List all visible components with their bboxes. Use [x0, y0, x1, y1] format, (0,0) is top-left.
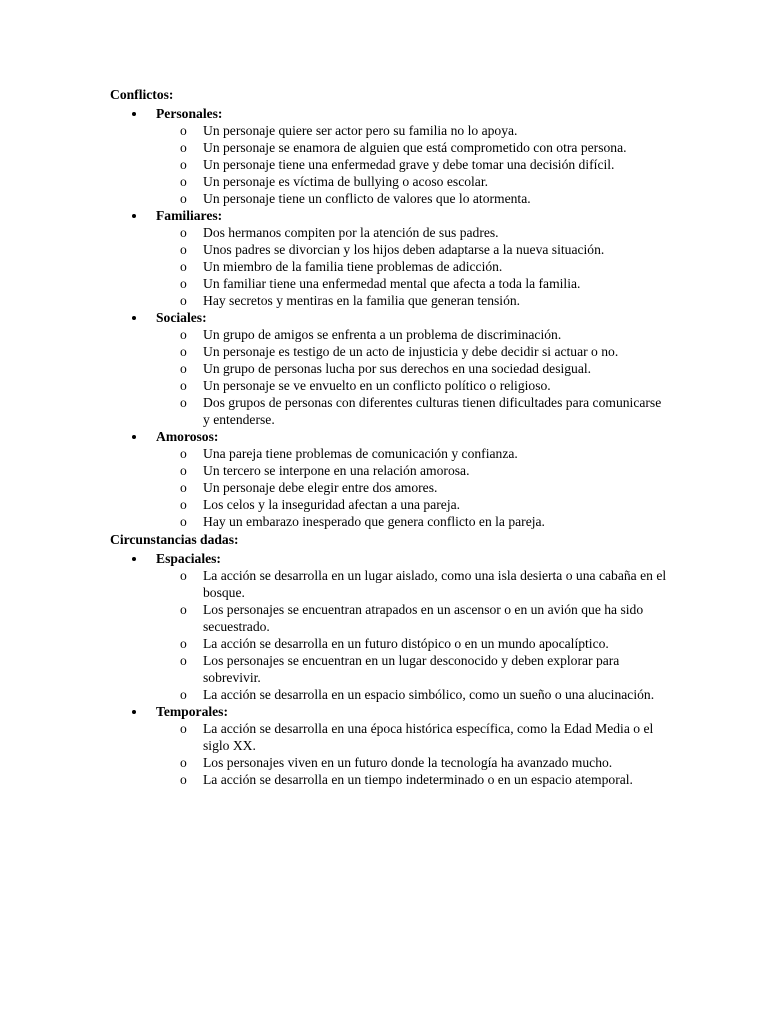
bullet-icon: [131, 105, 137, 122]
sub-bullet-icon: o: [180, 259, 187, 274]
bullet-icon: [131, 703, 137, 720]
sub-bullet-icon: o: [180, 361, 187, 376]
list-item-text: La acción se desarrolla en una época histórica específica, como la Edad Media o el siglo XX.: [203, 721, 654, 753]
list-item: [156, 326, 670, 343]
list-item: [156, 635, 670, 652]
sub-bullet-icon: o: [180, 687, 187, 702]
list-item: [156, 122, 670, 139]
sub-bullet-icon: o: [180, 568, 187, 583]
section-heading-conflictos: Conflictos:: [110, 87, 174, 102]
list-item-text: Un personaje es víctima de bullying o acoso escolar.: [203, 174, 489, 189]
category-label: Sociales:: [156, 310, 207, 325]
sub-bullet-icon: o: [180, 157, 187, 172]
sub-bullet-icon: o: [180, 755, 187, 770]
sub-bullet-icon: o: [180, 327, 187, 342]
list-item-text: Un miembro de la familia tiene problemas de adicción.: [203, 259, 503, 274]
list-item-text: La acción se desarrolla en un lugar aislado, como una isla desierta o una cabaña en el bosque.: [203, 568, 667, 600]
list-item: [156, 686, 670, 703]
conflictos-category-list: [110, 105, 670, 530]
category-espaciales: [110, 550, 670, 703]
list-item: [156, 360, 670, 377]
item-list: [156, 326, 670, 428]
category-label: Familiares:: [156, 208, 223, 223]
list-item: [156, 445, 670, 462]
list-item-text: Dos grupos de personas con diferentes culturas tienen dificultades para comunicarse y entenderse.: [203, 395, 662, 427]
sub-bullet-icon: o: [180, 395, 187, 410]
list-item: [156, 513, 670, 530]
list-item-text: Dos hermanos compiten por la atención de sus padres.: [203, 225, 499, 240]
list-item-text: Hay secretos y mentiras en la familia que generan tensión.: [203, 293, 521, 308]
list-item-text: Los personajes viven en un futuro donde la tecnología ha avanzado mucho.: [203, 755, 613, 770]
sub-bullet-icon: o: [180, 378, 187, 393]
bullet-icon: [131, 309, 137, 326]
list-item: [156, 258, 670, 275]
list-item: [156, 190, 670, 207]
sub-bullet-icon: o: [180, 191, 187, 206]
list-item: [156, 343, 670, 360]
sub-bullet-icon: o: [180, 242, 187, 257]
list-item-text: Una pareja tiene problemas de comunicación y confianza.: [203, 446, 518, 461]
sub-bullet-icon: o: [180, 225, 187, 240]
list-item-text: Un grupo de amigos se enfrenta a un problema de discriminación.: [203, 327, 562, 342]
list-item-text: Los celos y la inseguridad afectan a una pareja.: [203, 497, 461, 512]
list-item: [156, 377, 670, 394]
list-item: [156, 601, 670, 635]
list-item: [156, 754, 670, 771]
item-list: [156, 445, 670, 530]
list-item: [156, 224, 670, 241]
list-item-text: Un personaje se enamora de alguien que está comprometido con otra persona.: [203, 140, 627, 155]
sub-bullet-icon: o: [180, 344, 187, 359]
sub-bullet-icon: o: [180, 140, 187, 155]
sub-bullet-icon: o: [180, 463, 187, 478]
category-temporales: [110, 703, 670, 788]
list-item-text: Los personajes se encuentran atrapados en un ascensor o en un avión que ha sido secuestrado.: [203, 602, 644, 634]
list-item-text: Un personaje debe elegir entre dos amores.: [203, 480, 438, 495]
list-item-text: La acción se desarrolla en un futuro distópico o en un mundo apocalíptico.: [203, 636, 609, 651]
category-label: Temporales:: [156, 704, 228, 719]
circunstancias-category-list: [110, 550, 670, 788]
sub-bullet-icon: o: [180, 174, 187, 189]
list-item-text: Los personajes se encuentran en un lugar desconocido y deben explorar para sobrevivir.: [203, 653, 620, 685]
category-personales: [110, 105, 670, 207]
sub-bullet-icon: o: [180, 446, 187, 461]
list-item: [156, 652, 670, 686]
item-list: [156, 224, 670, 309]
item-list: [156, 567, 670, 703]
list-item: [156, 275, 670, 292]
sub-bullet-icon: o: [180, 480, 187, 495]
sub-bullet-icon: o: [180, 653, 187, 668]
section-heading-circunstancias: Circunstancias dadas:: [110, 532, 239, 547]
category-label: Amorosos:: [156, 429, 219, 444]
bullet-icon: [131, 207, 137, 224]
category-amorosos: [110, 428, 670, 530]
list-item-text: Un personaje tiene una enfermedad grave y debe tomar una decisión difícil.: [203, 157, 615, 172]
sub-bullet-icon: o: [180, 772, 187, 787]
list-item: [156, 771, 670, 788]
list-item: [156, 567, 670, 601]
list-item: [156, 173, 670, 190]
list-item: [156, 139, 670, 156]
category-sociales: [110, 309, 670, 428]
list-item-text: Un personaje se ve envuelto en un conflicto político o religioso.: [203, 378, 551, 393]
list-item: [156, 720, 670, 754]
list-item: [156, 496, 670, 513]
category-familiares: [110, 207, 670, 309]
bullet-icon: [131, 428, 137, 445]
list-item: [156, 479, 670, 496]
item-list: [156, 720, 670, 788]
list-item-text: Hay un embarazo inesperado que genera conflicto en la pareja.: [203, 514, 545, 529]
bullet-icon: [131, 550, 137, 567]
list-item: [156, 241, 670, 258]
list-item: [156, 156, 670, 173]
list-item-text: Un personaje tiene un conflicto de valores que lo atormenta.: [203, 191, 531, 206]
list-item: [156, 462, 670, 479]
category-label: Espaciales:: [156, 551, 221, 566]
sub-bullet-icon: o: [180, 514, 187, 529]
list-item-text: Unos padres se divorcian y los hijos deben adaptarse a la nueva situación.: [203, 242, 605, 257]
list-item-text: Un familiar tiene una enfermedad mental que afecta a toda la familia.: [203, 276, 581, 291]
category-label: Personales:: [156, 106, 223, 121]
sub-bullet-icon: o: [180, 497, 187, 512]
list-item-text: Un personaje quiere ser actor pero su familia no lo apoya.: [203, 123, 518, 138]
sub-bullet-icon: o: [180, 123, 187, 138]
list-item-text: La acción se desarrolla en un espacio simbólico, como un sueño o una alucinación.: [203, 687, 655, 702]
sub-bullet-icon: o: [180, 276, 187, 291]
sub-bullet-icon: o: [180, 636, 187, 651]
list-item-text: Un personaje es testigo de un acto de injusticia y debe decidir si actuar o no.: [203, 344, 619, 359]
list-item: [156, 394, 670, 428]
list-item-text: Un tercero se interpone en una relación amorosa.: [203, 463, 470, 478]
list-item-text: La acción se desarrolla en un tiempo indeterminado o en un espacio atemporal.: [203, 772, 633, 787]
list-item: [156, 292, 670, 309]
document-body: [110, 86, 670, 788]
item-list: [156, 122, 670, 207]
sub-bullet-icon: o: [180, 721, 187, 736]
sub-bullet-icon: o: [180, 602, 187, 617]
sub-bullet-icon: o: [180, 293, 187, 308]
list-item-text: Un grupo de personas lucha por sus derechos en una sociedad desigual.: [203, 361, 592, 376]
